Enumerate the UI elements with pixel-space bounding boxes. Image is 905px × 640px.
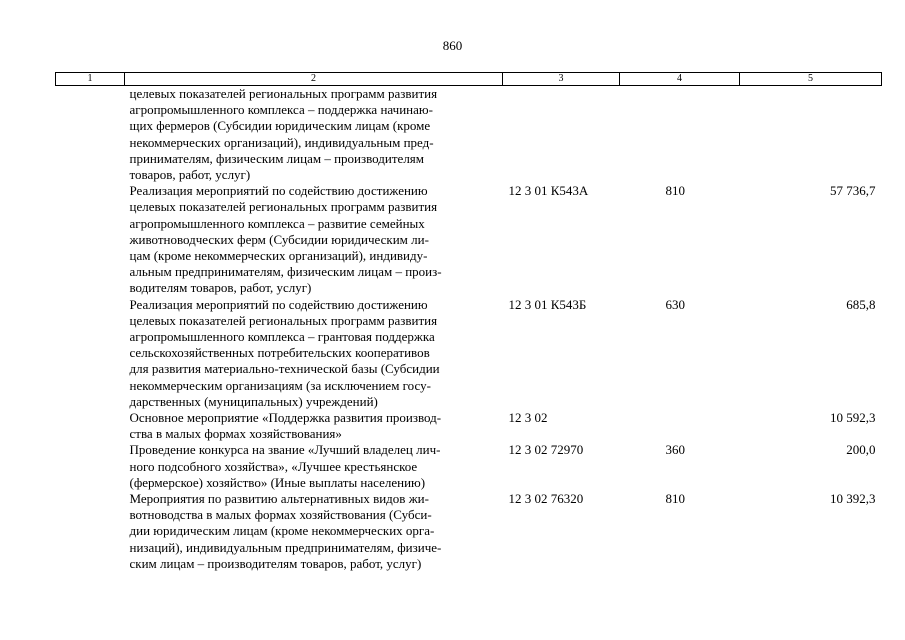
item-name: Мероприятия по развитию альтернативных видов жи- вотноводства в малых формах хозяйствования (Субси- дии юридическим лицам (кроме некоммерческих орга- низаций), индивидуальным предпринимателям, физиче- ским лицам – производителям товаров, работ, услуг) (129, 491, 442, 571)
column-number-2: 2 (125, 73, 503, 86)
item-name: Реализация мероприятий по содействию достижению целевых показателей региональных программ развития агропромышленного комплекса – развитие семейных животноводческих ферм (Субсидии юридическим ли- цам (кроме некоммерческих организаций), индивиду- альным предпринимателям, физическим лицам – произ- водителям товаров, работ, услуг) (129, 183, 442, 296)
expense-type: 360 (665, 442, 685, 458)
page-number: 860 (442, 38, 463, 53)
expense-type (620, 86, 740, 184)
table-body (56, 86, 882, 573)
row-index-cell (56, 442, 125, 491)
row-index-cell (56, 491, 125, 572)
item-name: Реализация мероприятий по содействию достижению целевых показателей региональных программ развития агропромышленного комплекса – грантовая поддержка сельскохозяйственных потребительских кооперативов для развития материально-технической базы (Субсидии некоммерческим организациям (за исключением госу- дарственных (муниципальных) учреждений) (129, 296, 440, 409)
table-row (56, 86, 882, 184)
table-header (56, 73, 882, 86)
item-name: Основное мероприятие «Поддержка развития производ- ства в малых формах хозяйствования» (129, 410, 442, 442)
item-name: целевых показателей региональных программ развития агропромышленного комплекса – поддержка начинаю- щих фермеров (Субсидии юридическим лицам (кроме некоммерческих организаций), индивидуальным пред- принимателям, физическим лицам – производителям товаров, работ, услуг) (129, 86, 438, 183)
row-index-cell (56, 86, 125, 184)
row-index-cell (56, 297, 125, 410)
header-row (56, 73, 882, 86)
expense-type: 630 (665, 296, 685, 312)
table-row (56, 410, 882, 442)
expense-type: 810 (665, 183, 685, 199)
table-row (56, 491, 882, 572)
column-number-5: 5 (740, 73, 882, 86)
table-row (56, 183, 882, 296)
expense-type: 810 (665, 491, 685, 507)
table-row (56, 297, 882, 410)
budget-table (55, 72, 882, 572)
row-index-cell (56, 410, 125, 442)
amount: 200,0 (846, 442, 876, 458)
target-code: 12 3 02 (508, 410, 548, 426)
target-code: 12 3 02 72970 (508, 442, 584, 458)
target-code: 12 3 01 К543А (508, 183, 589, 199)
expense-type (620, 410, 740, 442)
target-code (503, 86, 620, 184)
amount: 57 736,7 (830, 183, 876, 199)
amount (740, 86, 882, 184)
target-code: 12 3 01 К543Б (508, 296, 587, 312)
column-number-4: 4 (620, 73, 740, 86)
amount: 10 392,3 (830, 491, 876, 507)
row-index-cell (56, 183, 125, 296)
column-number-3: 3 (503, 73, 620, 86)
target-code: 12 3 02 76320 (508, 491, 584, 507)
amount: 10 592,3 (830, 410, 876, 426)
item-name: Проведение конкурса на звание «Лучший владелец лич- ного подсобного хозяйства», «Лучшее крестьянское (фермерское) хозяйство» (Иные выплаты населению) (129, 442, 441, 490)
column-number-1: 1 (56, 73, 125, 86)
table-row (56, 442, 882, 491)
amount: 685,8 (846, 296, 876, 312)
